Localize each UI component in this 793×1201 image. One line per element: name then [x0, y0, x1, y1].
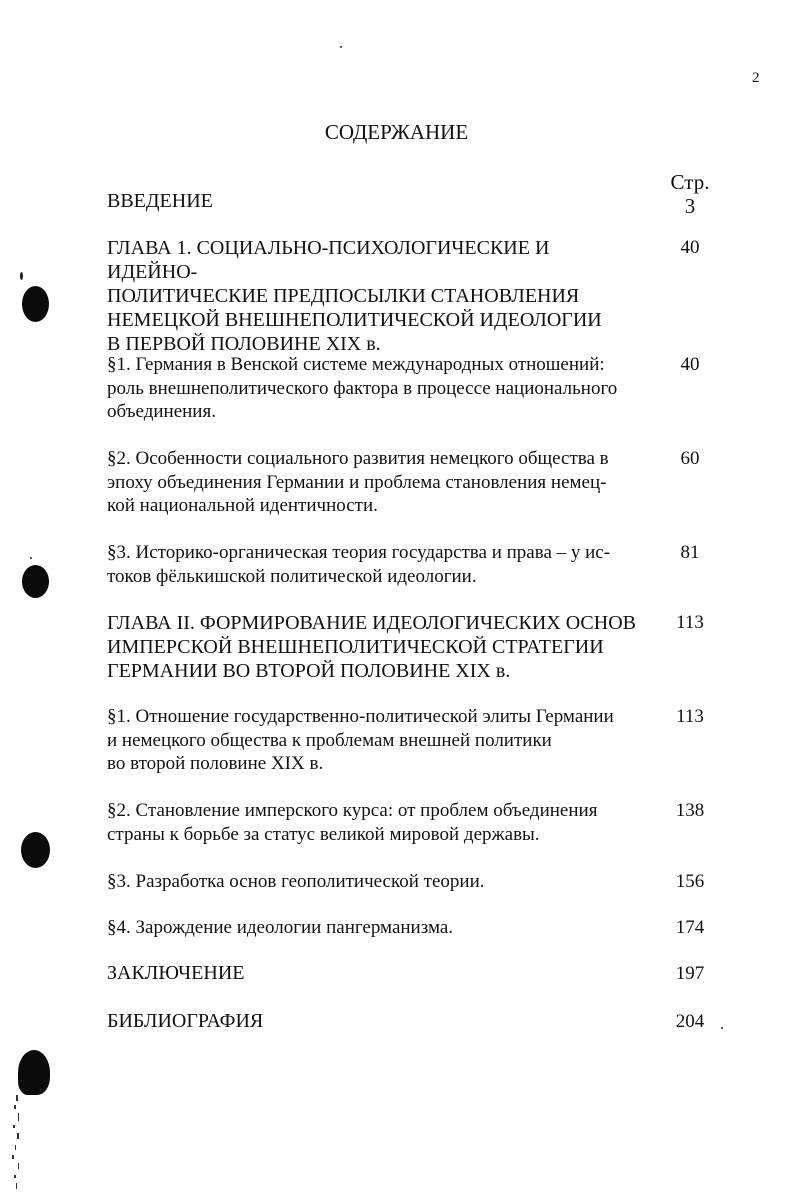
toc-entry-introduction: ВВЕДЕНИЕ	[107, 190, 213, 212]
entry-page-ch1-section-2: 60	[680, 448, 700, 469]
toc-entry-ch2-section-4: §4. Зарождение идеологии пангерманизма.	[107, 917, 454, 938]
entry-page-chapter-2: 113	[676, 612, 704, 633]
scan-speck	[340, 46, 342, 48]
toc-entry-chapter-2: ГЛАВА II. ФОРМИРОВАНИЕ ИДЕОЛОГИЧЕСКИХ ОСНОВ ИМПЕРСКОЙ ВНЕШНЕПОЛИТИЧЕСКОЙ СТРАТЕГИИ ГЕРМАНИИ ВО ВТОРОЙ ПОЛОВИНЕ XIX в.	[107, 612, 636, 682]
punch-hole-4	[18, 1050, 50, 1095]
entry-page-ch1-section-1: 40	[680, 354, 700, 375]
entry-page-ch2-section-4: 174	[675, 917, 705, 938]
scan-speck	[721, 1027, 723, 1029]
entry-page-ch2-section-1: 113	[676, 706, 704, 727]
entry-page-ch1-section-3: 81	[680, 542, 700, 563]
page-title: СОДЕРЖАНИЕ	[324, 120, 469, 144]
page-column-header	[660, 170, 720, 218]
page-number: 2	[752, 70, 760, 86]
toc-entry-ch2-section-2: §2. Становление имперского курса: от проблем объединения страны к борьбе за статус великой мировой державы.	[107, 800, 598, 845]
punch-hole-3	[21, 832, 50, 868]
scan-speck	[20, 272, 23, 280]
punch-hole-2	[22, 565, 49, 598]
scan-speck	[30, 557, 32, 559]
toc-entry-ch1-section-1: §1. Германия в Венской системе международных отношений: роль внешнеполитического фактора в процессе национального объединения.	[107, 354, 618, 422]
toc-entry-ch1-section-3: §3. Историко-органическая теория государства и права – у ис- токов фёлькишской политической идеологии.	[107, 542, 611, 587]
entry-page-ch2-section-3: 156	[675, 871, 705, 892]
entry-page-bibliography: 204	[675, 1011, 705, 1032]
entry-page-chapter-1: 40	[680, 237, 700, 258]
toc-entry-conclusion: ЗАКЛЮЧЕНИЕ	[107, 962, 245, 984]
toc-entry-ch2-section-1: §1. Отношение государственно-политической элиты Германии и немецкого общества к проблемам внешней политики во второй половине XIX в.	[107, 706, 614, 774]
toc-entry-bibliography: БИБЛИОГРАФИЯ	[107, 1010, 264, 1032]
punch-hole-1	[22, 286, 49, 322]
toc-entry-ch2-section-3: §3. Разработка основ геополитической теории.	[107, 871, 485, 892]
page-column-label: Стр.	[670, 170, 710, 194]
entry-page-conclusion: 197	[675, 963, 705, 984]
toc-entry-ch1-section-2: §2. Особенности социального развития немецкого общества в эпоху объединения Германии и проблема становления немец- кой национальной идентичности.	[107, 448, 609, 516]
entry-page-ch2-section-2: 138	[675, 800, 705, 821]
scan-edge-noise	[10, 1095, 24, 1195]
entry-page-introduction: 3	[684, 194, 696, 218]
toc-entry-chapter-1: ГЛАВА 1. СОЦИАЛЬНО-ПСИХОЛОГИЧЕСКИЕ И ИДЕЙНО- ПОЛИТИЧЕСКИЕ ПРЕДПОСЫЛКИ СТАНОВЛЕНИЯ НЕМЕЦКОЙ ВНЕШНЕПОЛИТИЧЕСКОЙ ИДЕОЛОГИИ В ПЕРВОЙ ПОЛОВИНЕ XIX в.	[107, 237, 602, 355]
